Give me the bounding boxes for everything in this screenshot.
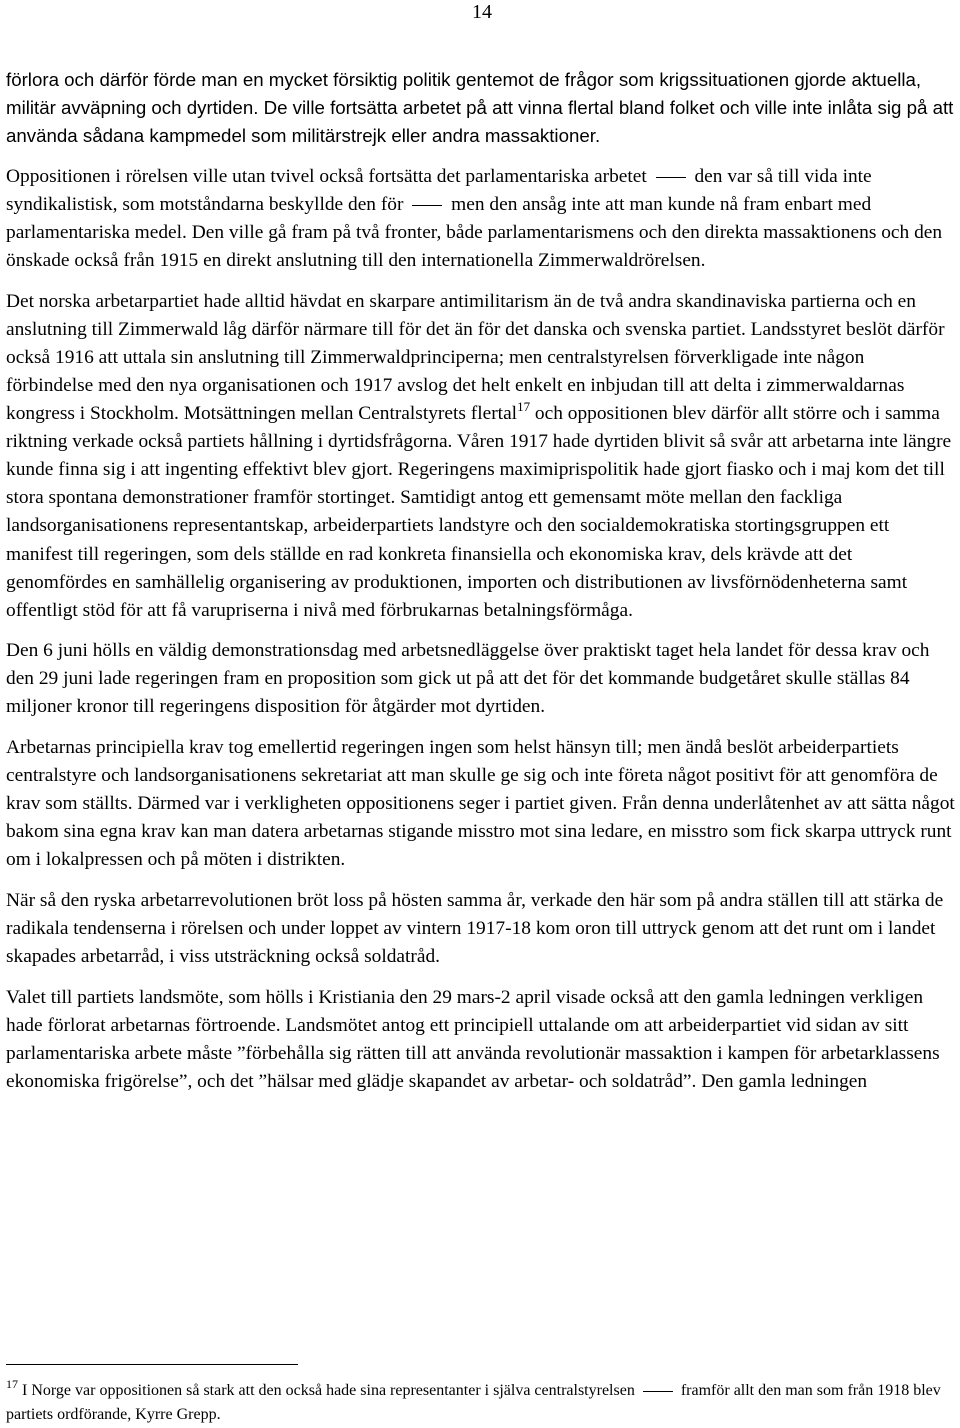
footnote-text-part-2: framför allt den man som från 1918 blev partiets ordförande, Kyrre Grepp. [6, 1382, 941, 1423]
paragraph-6: När så den ryska arbetarrevolutionen bröt loss på hösten samma år, verkade den här som på andra ställen till att stärka de radikala tendenserna i rörelsen och under loppet av vintern 1917-18 kom oron till uttryck genom att det runt om i landet skapades arbetarråd, i viss utsträckning också soldatråd. [6, 890, 944, 968]
footnote [6, 1379, 956, 1427]
paragraph-3-part-2: och oppositionen blev därför allt större och i samma riktning verkade också partiets hållning i dyrtidsfrågorna. Våren 1917 hade dyrtiden blivit så svår att arbetarna inte längre kunde finna sig i att ingenting effektivt blev gjort. Regeringens maximiprispolitik hade gjort fiasko och i maj kom det till stora spontana demonstrationer framför stortinget. Samtidigt antog ett gemensamt möte mellan den fackliga landsorganisationens representantskap, arbeiderpartiets landstyre och den socialdemokratiska stortingsgruppen ett manifest till regeringen, som dels ställde en rad konkreta finansiella och ekonomiska krav, dels krävde att det genomfördes en samhällelig organisering av produktionen, importen och distributionen av livsförnödenheterna samt offentligt stöd för att få varupriserna i nivå med förbrukarnas betalningsförmåga. [6, 403, 952, 621]
paragraph-2-part-3: men den ansåg inte att man kunde nå fram enbart med parlamentariska medel. Den ville gå fram på två fronter, både parlamentarismens och den direkta massaktionens och den önskade också från 1915 en direkt anslutning till den internationella Zimmerwaldrörelsen. [6, 193, 943, 272]
body-text [6, 66, 956, 1109]
footnote-separator [6, 1364, 298, 1365]
paragraph-1: förlora och därför förde man en mycket försiktig politik gentemot de frågor som krigssituationen gjorde aktuella, militär avväpning och dyrtiden. De ville fortsätta arbetet på att vinna flertal bland folket och ville inte inlåta sig på att använda sådana kampmedel som militärstrejk eller andra massaktioner. [6, 69, 954, 147]
paragraph-2-part-2: den var så till vida inte syndikalistisk, som motståndarna beskyllde den för [6, 165, 872, 215]
footnote-reference[interactable]: 17 [517, 399, 531, 415]
paragraph-2 [6, 163, 956, 275]
paragraph-5: Arbetarnas principiella krav tog emellertid regeringen ingen som helst hänsyn till; men ändå beslöt arbeiderpartiets centralstyre och landsorganisationens sekretariat att man skulle ge sig och inte företa något positivt för att genomföra de krav som ställts. Därmed var i verkligheten oppositionens seger i partiet given. Från denna underlåtenhet av att sätta något bakom sina egna krav kan man datera arbetarnas stigande misstro mot sina ledare, en misstro som fick skarpa uttryck runt om i lokalpressen och på möten i distrikten. [6, 737, 955, 871]
paragraph-3-part-1: Det norska arbetarpartiet hade alltid hävdat en skarpare antimilitarism än de två andra skandinaviska partierna och en anslutning till Zimmerwald låg därför närmare till för det än för det danska och svenska partiet. Landsstyret beslöt därför också 1916 att uttala sin anslutning till Zimmerwaldprinciperna; men centralstyrelsen förverkligade inte någon förbindelse med den nya organisationen och 1917 avslog det helt enkelt en inbjudan till att delta i zimmerwaldarnas kongress i Stockholm. Motsättningen mellan Centralstyrets flertal [6, 290, 945, 425]
footnote-text-part-1: I Norge var oppositionen så stark att den också hade sina representanter i själva centralstyrelsen [18, 1382, 635, 1399]
paragraph-7: Valet till partiets landsmöte, som hölls i Kristiania den 29 mars-2 april visade också att den gamla ledningen verkligen hade förlorat arbetarnas förtroende. Landsmötet antog ett principiell uttalande om att arbeiderpartiet vid sidan av sitt parlamentariska arbete måste ”förbehålla sig rätten till att använda revolutionär massaktion i kampen för arbetarklassens ekonomiska frigörelse”, och det ”hälsar med glädje skapandet av arbetar- och soldatråd”. Den gamla ledningen [6, 986, 940, 1093]
em-dash [643, 1391, 673, 1392]
em-dash [412, 205, 442, 206]
footnote-number: 17 [6, 1377, 18, 1391]
em-dash [656, 177, 686, 178]
paragraph-3 [6, 288, 956, 625]
page-number: 14 [472, 1, 492, 23]
paragraph-4: Den 6 juni hölls en väldig demonstrationsdag med arbetsnedläggelse över praktiskt taget hela landet för dessa krav och den 29 juni lade regeringen fram en proposition som gick ut på att det för det kommande budgetåret skulle ställas 84 miljoner kronor till regeringens disposition för åtgärder mot dyrtiden. [6, 640, 930, 718]
paragraph-2-part-1: Oppositionen i rörelsen ville utan tvivel också fortsätta det parlamentariska arbetet [6, 165, 647, 187]
